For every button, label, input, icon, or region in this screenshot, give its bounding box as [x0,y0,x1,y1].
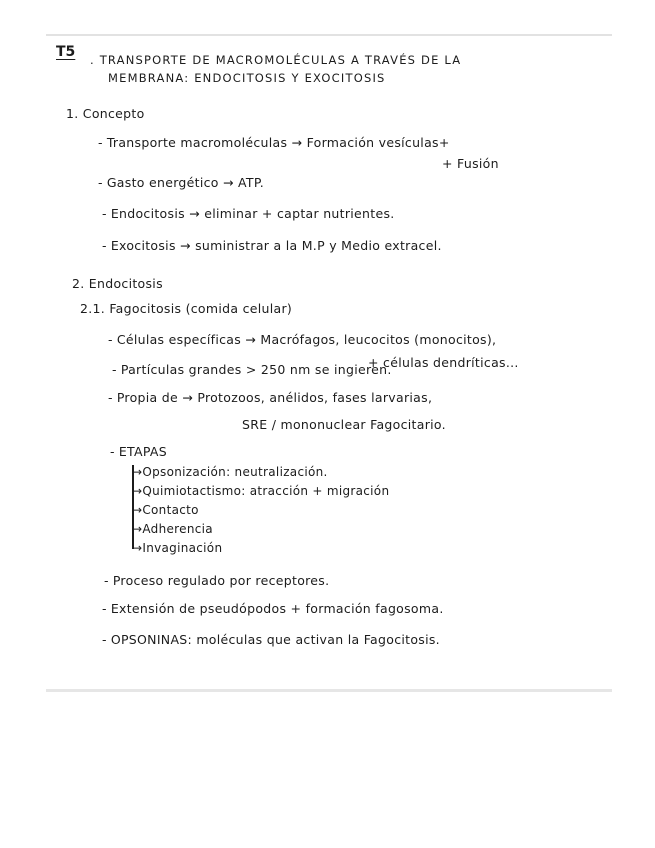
section-2-bullet: - Propia de → Protozoos, anélidos, fases larvarias, [108,390,433,405]
section-2-bullet: - Células específicas → Macrófagos, leucocitos (monocitos), [108,332,497,347]
section-2-bullet: - Extensión de pseudópodos + formación fagosoma. [102,601,444,616]
etapa-text: Contacto [142,503,199,517]
bullet-text: Exocitosis → suministrar a la M.P y Medio extracel. [110,238,442,253]
etapa-item: →Adherencia [132,522,213,536]
section-2-bullet: - Proceso regulado por receptores. [104,573,330,588]
topic-title-line-1: . TRANSPORTE DE MACROMOLÉCULAS A TRAVÉS DE LA [90,53,462,67]
section-1-bullet: - Endocitosis → eliminar + captar nutrientes. [102,206,395,221]
bullet-text: Propia de → Protozoos, anélidos, fases larvarias, [116,390,433,405]
section-2-bullet-continuation: + células dendríticas... [368,355,519,370]
section-1-bullet: - Exocitosis → suministrar a la M.P y Medio extracel. [102,238,442,253]
etapa-text: Opsonización: neutralización. [142,465,328,479]
section-1-bullet-continuation: + Fusión [442,156,499,171]
section-2-bullet: - Partículas grandes > 250 nm se ingieren. [112,362,392,377]
bullet-text: Células específicas → Macrófagos, leucocitos (monocitos), [116,332,497,347]
bullet-text: Transporte macromoléculas → Formación vesículas+ [106,135,450,150]
etapa-text: Quimiotactismo: atracción + migración [142,484,390,498]
section-1-heading: 1. Concepto [66,106,145,121]
bullet-text: OPSONINAS: moléculas que activan la Fagocitosis. [110,632,440,647]
etapa-text: Invaginación [142,541,223,555]
section-2-bullet: - OPSONINAS: moléculas que activan la Fagocitosis. [102,632,440,647]
section-2-bullet-continuation: SRE / mononuclear Fagocitario. [242,417,446,432]
etapa-item: →Invaginación [132,541,223,555]
etapas-label: - ETAPAS [110,444,167,459]
bullet-text: Proceso regulado por receptores. [112,573,330,588]
etapas-text: ETAPAS [118,444,167,459]
section-1-bullet: - Gasto energético → ATP. [98,175,265,190]
etapa-text: Adherencia [142,522,213,536]
etapa-item: →Opsonización: neutralización. [132,465,328,479]
bullet-text: Endocitosis → eliminar + captar nutrientes. [110,206,395,221]
etapa-item: →Quimiotactismo: atracción + migración [132,484,390,498]
etapa-item: →Contacto [132,503,199,517]
topic-title-line-2: MEMBRANA: ENDOCITOSIS Y EXOCITOSIS [108,71,386,85]
section-1-bullet: - Transporte macromoléculas → Formación vesículas+ [98,135,450,150]
bullet-text: Partículas grandes > 250 nm se ingieren. [120,362,392,377]
section-2-1-heading: 2.1. Fagocitosis (comida celular) [80,301,293,316]
bullet-text: Extensión de pseudópodos + formación fagosoma. [110,601,444,616]
section-2-heading: 2. Endocitosis [72,276,163,291]
notebook-page [46,34,612,692]
topic-number: T5 [56,44,76,60]
bullet-text: Gasto energético → ATP. [106,175,265,190]
